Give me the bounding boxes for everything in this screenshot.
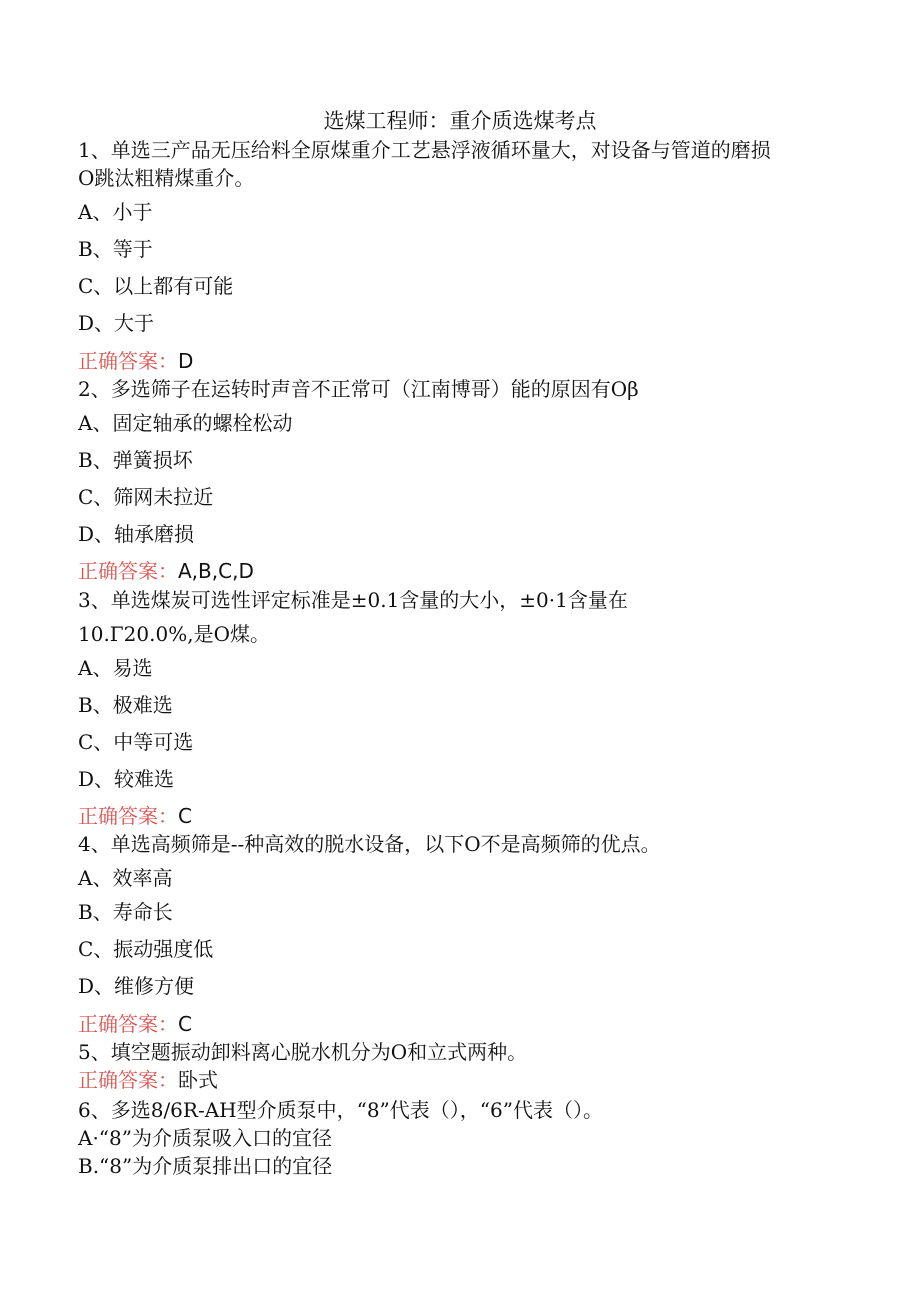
question-4-text: 4、单选高频筛是--种高效的脱水设备，以下O不是高频筛的优点。 (78, 832, 661, 856)
answer-label: 正确答案： (78, 559, 178, 583)
answer-label: 正确答案： (78, 1012, 178, 1036)
question-5-text: 5、填空题振动卸料离心脱水机分为O和立式两种。 (78, 1040, 528, 1064)
question-3-text: 3、单选煤炭可选性评定标准是±0.1含量的大小，±0·1含量在 (78, 588, 628, 612)
question-3-option-a: A、易选 (78, 656, 153, 680)
answer-label: 正确答案： (78, 349, 178, 373)
question-2-option-b: B、弹簧损坏 (78, 448, 193, 472)
question-4-option-b: B、寿命长 (78, 900, 173, 924)
question-1-text: 1、单选三产品无压给料全原煤重介工艺悬浮液循环量大，对设备与管道的磨损 (78, 138, 771, 162)
question-1-option-a: A、小于 (78, 200, 153, 224)
question-6-text: 6、多选8/6R-AH型介质泵中，“8”代表（），“6”代表（）。 (78, 1098, 603, 1122)
question-2-option-c: C、筛网未拉近 (78, 485, 214, 509)
question-1-option-b: B、等于 (78, 237, 153, 261)
question-3-option-b: B、极难选 (78, 693, 173, 717)
answer-value: A,B,C,D (178, 559, 254, 583)
question-2-answer (78, 557, 254, 585)
answer-label: 正确答案： (78, 804, 178, 828)
question-6-option-b: B.“8”为介质泵排出口的宜径 (78, 1154, 333, 1178)
question-2-option-d: D、轴承磨损 (78, 522, 195, 546)
question-1-text-cont: O跳汰粗精煤重介。 (78, 166, 255, 190)
question-2-text: 2、多选筛子在运转时声音不正常可（江南博哥）能的原因有Oβ (78, 377, 639, 401)
answer-value: C (178, 1012, 192, 1036)
question-4-option-d: D、维修方便 (78, 974, 195, 998)
question-4-answer (78, 1010, 192, 1038)
question-4-option-c: C、振动强度低 (78, 937, 214, 961)
question-4-option-a: A、效率高 (78, 866, 173, 890)
document-title: 选煤工程师：重介质选煤考点 (323, 109, 597, 133)
question-3-option-d: D、较难选 (78, 767, 175, 791)
question-5-answer (78, 1066, 218, 1094)
question-1-option-c: C、以上都有可能 (78, 274, 234, 298)
question-1-option-d: D、大于 (78, 311, 155, 335)
question-6-option-a: A·“8”为介质泵吸入口的宜径 (78, 1126, 332, 1150)
answer-value: 卧式 (178, 1068, 218, 1092)
question-2-option-a: A、固定轴承的螺栓松动 (78, 411, 293, 435)
answer-value: D (178, 349, 194, 373)
question-1-answer (78, 347, 193, 375)
question-3-answer (78, 802, 192, 830)
answer-value: C (178, 804, 192, 828)
question-3-text-cont: 10.Γ20.0%,是O煤。 (78, 622, 270, 646)
answer-label: 正确答案： (78, 1068, 178, 1092)
question-3-option-c: C、中等可选 (78, 730, 194, 754)
